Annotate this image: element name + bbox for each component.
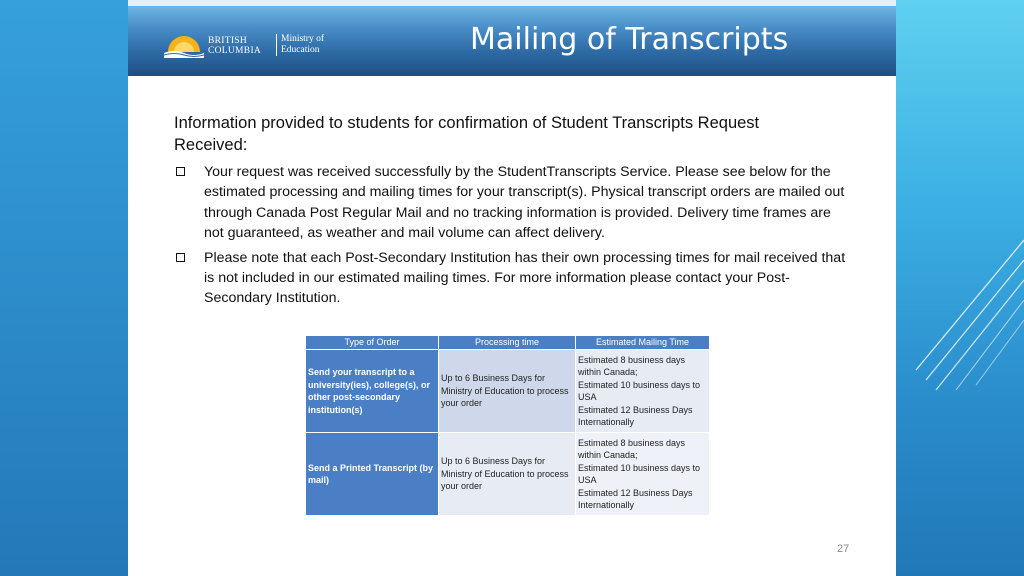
mailing-times-table <box>306 336 710 516</box>
slide <box>128 0 896 576</box>
bullet-item <box>174 248 854 309</box>
logo-line1: BRITISH <box>208 36 248 46</box>
slide-title: Mailing of Transcripts <box>470 22 789 57</box>
heading-line1: Information provided to students for confirmation of Student Transcripts Request <box>174 114 760 132</box>
column-header-mailing: Estimated Mailing Time <box>576 336 710 350</box>
column-header-processing: Processing time <box>439 336 576 350</box>
mailing-time-cell <box>576 350 710 433</box>
mailing-line: Estimated 12 Business Days Internationally <box>578 487 693 510</box>
table-row <box>306 350 710 433</box>
mailing-line: Estimated 8 business days within Canada; <box>578 437 686 460</box>
processing-time-cell: Up to 6 Business Days for Ministry of Education to process your order <box>439 433 576 516</box>
table-row <box>306 433 710 516</box>
bc-government-logo <box>164 32 344 62</box>
order-type-cell: Send a Printed Transcript (by mail) <box>306 433 439 516</box>
column-header-type: Type of Order <box>306 336 439 350</box>
section-heading <box>174 112 854 156</box>
page-number: 27 <box>837 543 850 555</box>
logo-separator <box>276 34 277 56</box>
logo-text-bc <box>208 36 261 56</box>
bullet-text: Please note that each Post-Secondary Institution has their own processing times for mail received that is not included in our estimated mailing times. For more information please contact your Post-Secondary Institution. <box>204 249 846 307</box>
mailing-time-cell <box>576 433 710 516</box>
sun-logo-icon <box>164 32 204 58</box>
bullet-item <box>174 162 854 244</box>
order-type-cell: Send your transcript to a university(ies), college(s), or other post-secondary institution(s) <box>306 350 439 433</box>
table-header-row <box>306 336 710 350</box>
slide-header <box>128 6 896 76</box>
checkbox-bullet-icon <box>176 253 185 262</box>
background-left-panel <box>0 0 128 576</box>
bullet-text: Your request was received successfully by the StudentTranscripts Service. Please see below for the estimated processing and mailing times for your transcript(s). Physical transcript orders are mailed out through Canada Post Regular Mail and no tracking information is provided. Delivery time frames are not guaranteed, as weather and mail volume can affect delivery. <box>204 164 845 242</box>
mailing-line: Estimated 8 business days within Canada; <box>578 354 686 377</box>
bullet-list <box>174 162 854 313</box>
heading-line2: Received: <box>174 136 248 154</box>
logo-text-ministry <box>281 34 324 55</box>
processing-time-cell: Up to 6 Business Days for Ministry of Education to process your order <box>439 350 576 433</box>
logo-ministry-line1: Ministry of <box>281 34 325 44</box>
checkbox-bullet-icon <box>176 167 185 176</box>
logo-line2: COLUMBIA <box>208 46 262 56</box>
logo-ministry-line2: Education <box>281 44 320 55</box>
decorative-diagonal-lines <box>896 230 1024 430</box>
mailing-line: Estimated 10 business days to USA <box>578 462 701 485</box>
mailing-line: Estimated 12 Business Days Internationally <box>578 404 693 427</box>
mailing-line: Estimated 10 business days to USA <box>578 379 701 402</box>
